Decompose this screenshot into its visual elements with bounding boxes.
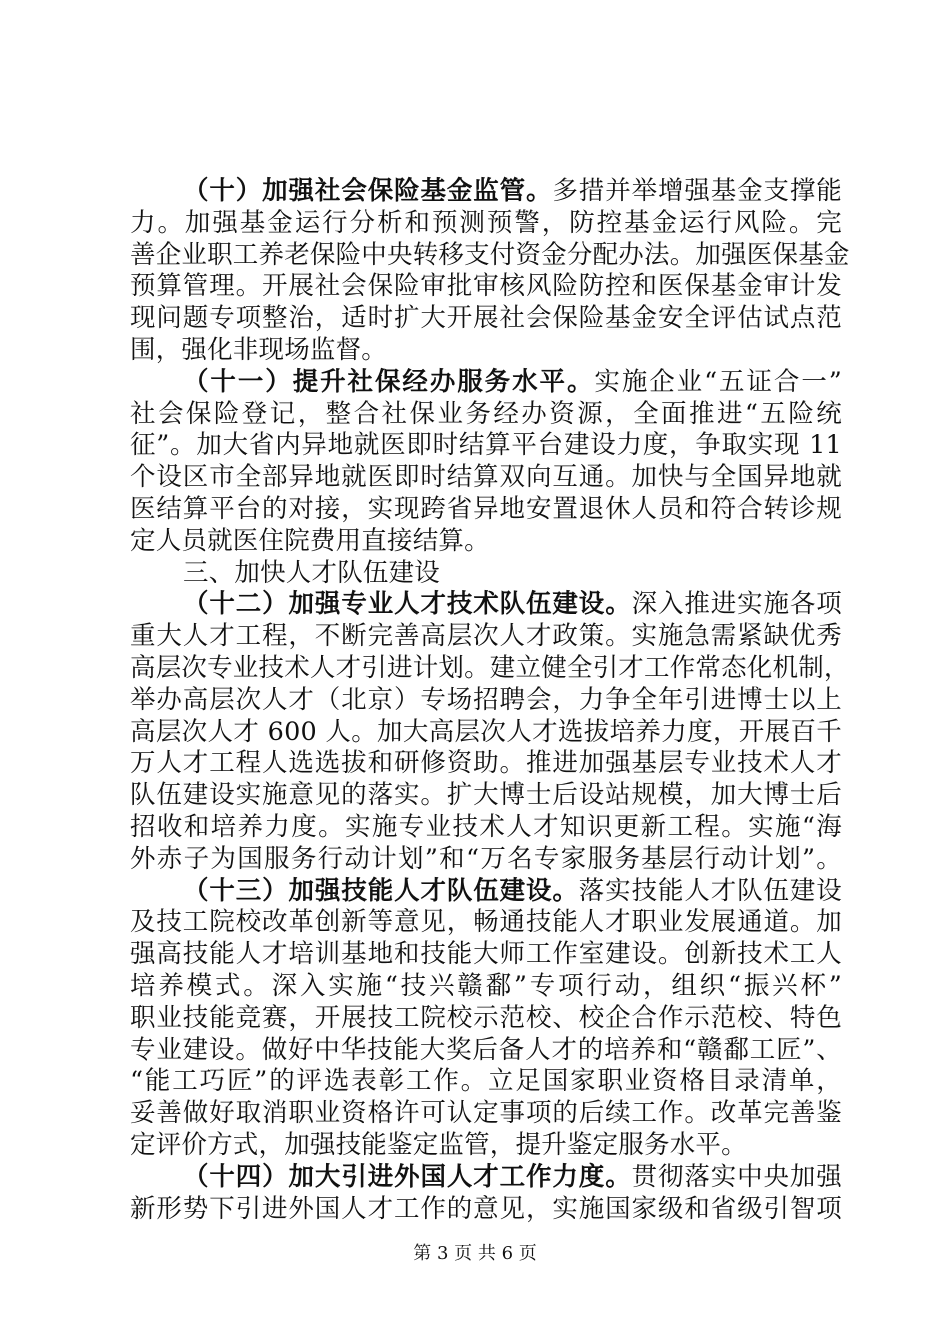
document-body <box>130 176 850 1225</box>
text-line <box>130 1066 842 1098</box>
section-heading: （十一）提升社保经办服务水平。 <box>183 366 595 397</box>
line-text: 新形势下引进外国人才工作的意见，实施国家级和省级引智项 <box>130 1193 842 1224</box>
text-line <box>130 239 850 272</box>
text-line <box>130 652 850 685</box>
line-text: 定评价方式，加强技能鉴定监管，提升鉴定服务水平。 <box>130 1129 747 1160</box>
text-line <box>130 367 842 399</box>
text-line <box>130 558 842 590</box>
text-line <box>130 335 842 367</box>
text-line <box>130 1035 842 1067</box>
line-text: 多措并举增强基金支撑能 <box>552 176 842 206</box>
text-line <box>130 844 842 876</box>
text-line <box>130 462 842 494</box>
text-line <box>130 1003 842 1035</box>
line-text: 定人员就医住院费用直接结算。 <box>130 525 490 556</box>
line-text: 培养模式。深入实施“技兴赣鄱”专项行动，组织“振兴杯” <box>130 970 842 1001</box>
section-heading: （十四）加大引进外国人才工作力度。 <box>183 1161 632 1192</box>
section-heading: （十二）加强专业人才技术队伍建设。 <box>183 589 632 620</box>
line-text: 举办高层次人才（北京）专场招聘会，力争全年引进博士以上 <box>130 684 842 715</box>
section-heading: （十）加强社会保险基金监管。 <box>183 176 553 206</box>
line-text: 职业技能竞赛，开展技工院校示范校、校企合作示范校、特色 <box>130 1002 842 1033</box>
line-text: 万人才工程人选选拔和研修资助。推进加强基层专业技术人才 <box>130 748 842 779</box>
text-line <box>130 271 842 303</box>
text-line <box>130 1162 842 1194</box>
line-text: 医结算平台的对接，实现跨省异地安置退休人员和符合转诊规 <box>130 493 842 524</box>
line-text: 善企业职工养老保险中央转移支付资金分配办法。加强医保基金 <box>130 239 850 270</box>
line-text: 落实技能人才队伍建设 <box>578 875 842 906</box>
text-line <box>130 1130 842 1162</box>
text-line <box>130 303 842 335</box>
line-text: 社会保险登记，整合社保业务经办资源，全面推进“五险统 <box>130 398 842 429</box>
line-text: 高层次专业技术人才引进计划。建立健全引才工作常态化机制， <box>130 652 850 683</box>
line-text: 力。加强基金运行分析和预测预警，防控基金运行风险。完 <box>130 207 842 238</box>
line-text: 妥善做好取消职业资格许可认定事项的后续工作。改革完善鉴 <box>130 1098 842 1129</box>
text-line <box>130 780 842 812</box>
text-line <box>130 685 842 717</box>
section-heading: （十三）加强技能人才队伍建设。 <box>183 875 579 906</box>
line-text: 三、加快人才队伍建设 <box>183 557 441 588</box>
line-text: 招收和培养力度。实施专业技术人才知识更新工程。实施“海 <box>130 811 842 842</box>
line-text: 深入推进实施各项 <box>631 589 842 620</box>
text-line <box>130 907 842 939</box>
text-line <box>130 589 842 621</box>
text-line <box>130 876 842 908</box>
text-line <box>130 1098 842 1130</box>
line-text: 现问题专项整治，适时扩大开展社会保险基金安全评估试点范 <box>130 303 842 334</box>
line-text: 贯彻落实中央加强 <box>631 1161 842 1192</box>
text-line <box>130 812 842 844</box>
text-line <box>130 494 842 526</box>
text-line <box>130 717 842 749</box>
text-line <box>130 176 842 208</box>
text-line <box>130 939 842 971</box>
line-text: 征”。加大省内异地就医即时结算平台建设力度，争取实现 11 <box>130 430 842 461</box>
line-text: 实施企业“五证合一” <box>594 366 842 397</box>
line-text: 高层次人才 600 人。加大高层次人才选拔培养力度，开展百千 <box>130 716 842 747</box>
text-line <box>130 526 842 558</box>
line-text: 预算管理。开展社会保险审批审核风险防控和医保基金审计发 <box>130 271 842 302</box>
line-text: “能工巧匠”的评选表彰工作。立足国家职业资格目录清单， <box>130 1066 842 1097</box>
text-line <box>130 748 842 780</box>
line-text: 强高技能人才培训基地和技能大师工作室建设。创新技术工人 <box>130 939 842 970</box>
text-line <box>130 430 842 462</box>
line-text: 及技工院校改革创新等意见，畅通技能人才职业发展通道。加 <box>130 907 842 938</box>
line-text: 专业建设。做好中华技能大奖后备人才的培养和“赣鄱工匠”、 <box>130 1034 842 1065</box>
text-line <box>130 399 842 431</box>
page-footer: 第 3 页 共 6 页 <box>413 1243 537 1264</box>
line-text: 围，强化非现场监督。 <box>130 334 388 365</box>
line-text: 外赤子为国服务行动计划”和“万名专家服务基层行动计划”。 <box>130 843 842 874</box>
line-text: 队伍建设实施意见的落实。扩大博士后设站规模，加大博士后 <box>130 780 842 811</box>
text-line <box>130 1194 842 1226</box>
text-line <box>130 208 842 240</box>
line-text: 个设区市全部异地就医即时结算双向互通。加快与全国异地就 <box>130 462 842 493</box>
text-line <box>130 621 842 653</box>
text-line <box>130 971 842 1003</box>
line-text: 重大人才工程，不断完善高层次人才政策。实施急需紧缺优秀 <box>130 621 842 652</box>
